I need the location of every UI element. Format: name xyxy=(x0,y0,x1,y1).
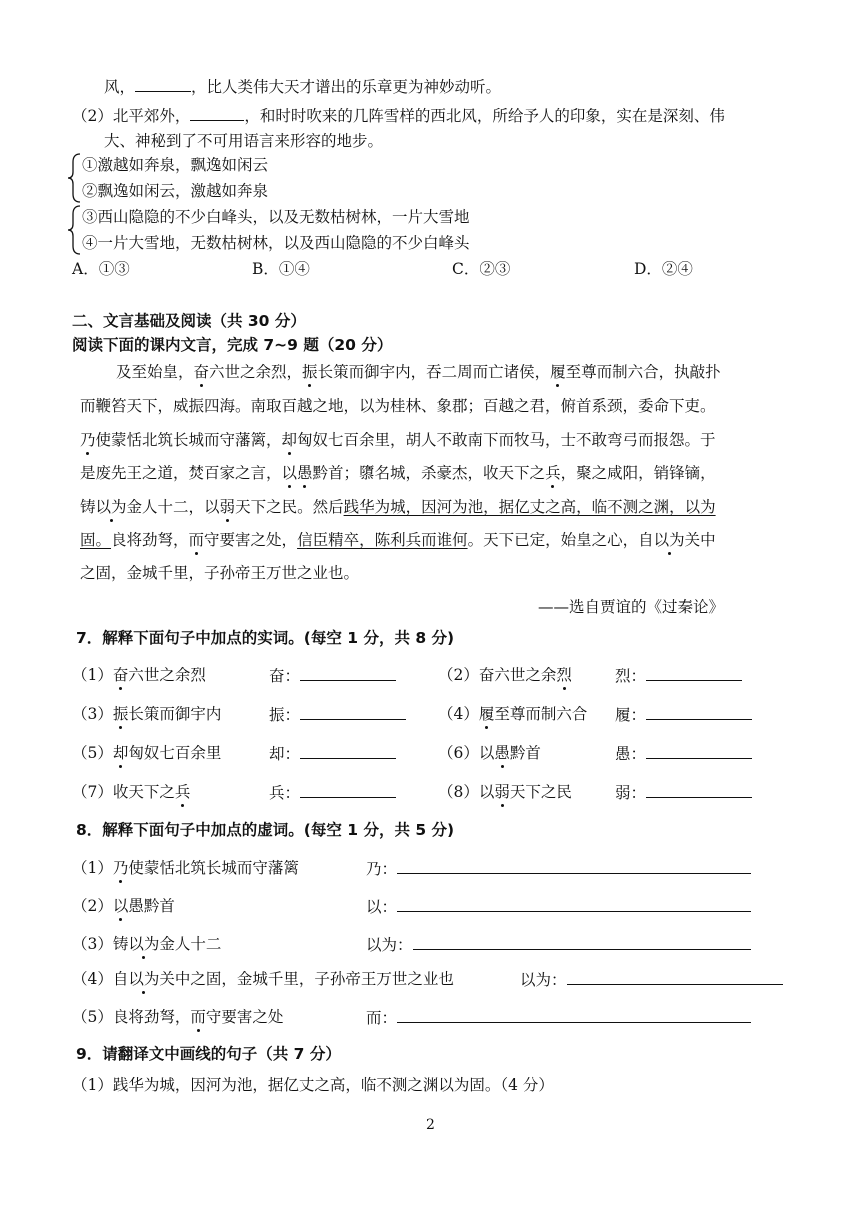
dotted-char: 兵 xyxy=(174,783,191,801)
dotted-char: 兵 xyxy=(545,464,561,482)
text-segment: ，聚之咸阳，销锋镝， xyxy=(560,464,716,482)
page-number: 2 xyxy=(426,1117,435,1133)
text-segment: 六世之余烈 xyxy=(128,666,206,684)
text-segment: 天下之民。然后 xyxy=(235,498,344,516)
q7-item-8 xyxy=(438,782,572,802)
text-segment: 长策而御宇内，吞二周而亡诸侯， xyxy=(317,363,551,381)
dotted-char: 振 xyxy=(302,363,318,381)
dotted-char: 奋 xyxy=(193,363,210,381)
passage-line-4 xyxy=(80,463,716,483)
choice-a[interactable]: A．①③ xyxy=(72,260,130,278)
text-segment: 以 xyxy=(478,744,495,762)
text-segment: （1） xyxy=(72,666,113,684)
dotted-char: 以为 xyxy=(128,935,160,953)
dotted-char: 以 xyxy=(112,897,129,915)
dotted-char: 以 xyxy=(281,464,298,482)
q8-answer-4 xyxy=(520,969,783,990)
q8-answer-2 xyxy=(366,896,751,917)
text-segment: 奋： xyxy=(269,667,301,685)
text-segment: 以为： xyxy=(520,971,567,989)
q8-item-3 xyxy=(72,934,221,954)
q8-item-5 xyxy=(72,1007,283,1027)
q7-answer-7 xyxy=(269,782,396,803)
q8-answer-5 xyxy=(366,1007,751,1028)
passage-source: ——选自贾谊的《过秦论》 xyxy=(538,598,725,616)
text-segment: （4） xyxy=(72,970,113,988)
q7-item-3 xyxy=(72,704,221,724)
dotted-char: 乃 xyxy=(112,859,129,877)
dotted-char: 以为 xyxy=(128,970,160,988)
text-segment: 愚： xyxy=(615,745,647,763)
answer-blank[interactable] xyxy=(646,782,752,798)
text-segment: 却： xyxy=(269,745,301,763)
q7-answer-1 xyxy=(269,665,396,686)
text-segment: （3） xyxy=(72,705,113,723)
dotted-char: 却 xyxy=(112,744,129,762)
text-segment: （7） xyxy=(72,783,113,801)
text-segment: 乃： xyxy=(366,860,398,878)
text-segment: 履： xyxy=(615,706,647,724)
dotted-char: 愚 xyxy=(297,464,313,482)
section-title: 二、文言基础及阅读（共 30 分） xyxy=(72,312,306,330)
q7-item-7 xyxy=(72,782,190,802)
text-segment: 长策而御宇内 xyxy=(128,705,222,723)
section-instruction: 阅读下面的课内文言，完成 7~9 题（20 分） xyxy=(72,336,393,354)
answer-blank[interactable] xyxy=(135,76,191,92)
q7-item-2 xyxy=(438,665,572,685)
q7-answer-5 xyxy=(269,743,396,764)
dotted-char: 以为 xyxy=(653,531,685,549)
text-segment: 良将劲弩， xyxy=(112,1008,191,1026)
answer-blank[interactable] xyxy=(397,896,751,912)
answer-blank[interactable] xyxy=(190,105,244,121)
underlined-sentence: 固。 xyxy=(80,531,112,549)
passage-line-5 xyxy=(80,497,716,517)
q8-answer-1 xyxy=(366,858,751,879)
text-segment: 兵： xyxy=(269,784,301,802)
q8-title: 8．解释下面句子中加点的虚词。(每空 1 分，共 5 分) xyxy=(76,821,455,839)
text-segment: 使蒙恬北筑长城而守藩篱， xyxy=(95,431,282,449)
text-segment: 烈： xyxy=(615,667,647,685)
q7-answer-4 xyxy=(615,704,752,725)
text-segment: （4） xyxy=(438,705,479,723)
q9-title: 9．请翻译文中画线的句子（共 7 分） xyxy=(76,1045,341,1063)
answer-blank[interactable] xyxy=(300,782,396,798)
q7-answer-6 xyxy=(615,743,752,764)
text-segment: 至尊而制六合，执敲扑 xyxy=(565,363,721,381)
passage-line-6 xyxy=(80,530,716,550)
text: 北平郊外， xyxy=(112,107,191,125)
text-segment: 自 xyxy=(112,970,129,988)
dotted-char: 弱 xyxy=(219,498,236,516)
text: 风， xyxy=(104,78,136,96)
text-segment: 守要害之处 xyxy=(205,1008,284,1026)
text-segment: （2） xyxy=(438,666,479,684)
answer-blank[interactable] xyxy=(300,743,396,759)
underlined-sentence: 信臣精卒，陈利兵而谁何 xyxy=(297,531,468,549)
text-segment: 弱： xyxy=(615,784,647,802)
option-2: ②飘逸如闲云，激越如奔泉 xyxy=(82,182,269,200)
text-segment: 良将劲弩， xyxy=(111,531,189,549)
q7-answer-3 xyxy=(269,704,406,725)
text-segment: 至尊而制六合 xyxy=(494,705,588,723)
text-segment: 以： xyxy=(366,898,398,916)
dotted-char: 烈 xyxy=(556,666,572,684)
answer-blank[interactable] xyxy=(646,704,752,720)
q7-item-4 xyxy=(438,704,587,724)
q7-answer-2 xyxy=(615,665,742,686)
text: ，和时时吹来的几阵雪样的西北风，所给予人的印象，实在是深刻、伟 xyxy=(244,107,725,125)
q8-item-1 xyxy=(72,858,299,878)
text-segment: 而： xyxy=(366,1009,398,1027)
q6-line-2 xyxy=(72,105,725,126)
underlined-sentence: 践华为城，因河为池，据亿丈之高，临不测之渊，以为 xyxy=(343,498,716,516)
brace-icon xyxy=(66,204,82,256)
option-3: ③西山隐隐的不少白峰头，以及无数枯树林，一片大雪地 xyxy=(82,208,470,226)
text-segment: 关中 xyxy=(684,531,716,549)
text-segment: 是废先王之道，焚百家之言， xyxy=(80,464,282,482)
answer-blank[interactable] xyxy=(300,665,396,681)
q7-item-5 xyxy=(72,743,221,763)
text-segment: 守要害之处， xyxy=(204,531,298,549)
dotted-char: 乃 xyxy=(80,431,96,449)
choice-b[interactable]: B．①④ xyxy=(252,260,310,278)
q9-item-1: （1）践华为城，因河为池，据亿丈之高，临不测之渊以为固。（4 分） xyxy=(72,1076,554,1094)
text-segment: （3） xyxy=(72,935,113,953)
text-segment: 金人十二 xyxy=(159,935,222,953)
q7-item-6 xyxy=(438,743,541,763)
answer-blank[interactable] xyxy=(646,665,742,681)
text-segment: 愚黔首 xyxy=(128,897,175,915)
dotted-char: 奋 xyxy=(112,666,129,684)
dotted-char: 振 xyxy=(112,705,129,723)
dotted-char: 履 xyxy=(550,363,566,381)
text-segment: 振： xyxy=(269,706,301,724)
text-segment: 以 xyxy=(478,783,495,801)
q8-item-2 xyxy=(72,896,175,916)
brace-icon xyxy=(66,152,82,204)
text-segment: 匈奴七百余里 xyxy=(128,744,222,762)
dotted-char: 以为 xyxy=(95,498,127,516)
text-segment: 六世之余烈， xyxy=(209,363,303,381)
q7-item-1 xyxy=(72,665,206,685)
q8-item-4 xyxy=(72,969,454,989)
item-number: （2） xyxy=(72,107,113,125)
answer-blank[interactable] xyxy=(413,934,751,950)
text-segment: 匈奴七百余里，胡人不敢南下而牧马，士不敢弯弓而报怨。于 xyxy=(297,431,716,449)
choice-c[interactable]: C．②③ xyxy=(452,260,511,278)
option-1: ①激越如奔泉，飘逸如闲云 xyxy=(82,156,269,174)
text-segment: （6） xyxy=(438,744,479,762)
text-segment: 黔首；隳名城，杀豪杰，收天下之 xyxy=(312,464,546,482)
text-segment: 以为： xyxy=(366,936,413,954)
text-segment: （2） xyxy=(72,897,113,915)
text-segment: 收天下之 xyxy=(112,783,175,801)
dotted-char: 弱 xyxy=(494,783,510,801)
text-segment: 铸 xyxy=(80,498,96,516)
text-segment: 奋六世之余 xyxy=(478,666,557,684)
passage-line-7: 之固，金城千里，子孙帝王万世之业也。 xyxy=(80,564,360,582)
passage-line-3 xyxy=(80,430,716,450)
dotted-char: 而 xyxy=(188,531,205,549)
text-segment: （5） xyxy=(72,744,113,762)
answer-blank[interactable] xyxy=(397,858,751,874)
text-segment: 及至始皇， xyxy=(116,363,194,381)
answer-blank[interactable] xyxy=(646,743,752,759)
choice-d[interactable]: D．②④ xyxy=(634,260,693,278)
q7-answer-8 xyxy=(615,782,752,803)
answer-blank[interactable] xyxy=(300,704,406,720)
text-segment: 黔首 xyxy=(509,744,541,762)
q8-answer-3 xyxy=(366,934,751,955)
text-segment: 铸 xyxy=(112,935,129,953)
dotted-char: 而 xyxy=(190,1008,206,1026)
text-segment: 关中之固，金城千里，子孙帝王万世之业也 xyxy=(159,970,454,988)
dotted-char: 履 xyxy=(478,705,495,723)
dotted-char: 愚 xyxy=(494,744,510,762)
q6-line-3: 大、神秘到了不可用语言来形容的地步。 xyxy=(104,132,384,150)
option-4: ④一片大雪地，无数枯树林，以及西山隐隐的不少白峰头 xyxy=(82,234,470,252)
q6-line-1 xyxy=(104,76,501,97)
text-segment: 。天下已定，始皇之心，自 xyxy=(467,531,654,549)
q7-title: 7．解释下面句子中加点的实词。(每空 1 分，共 8 分) xyxy=(76,629,455,647)
text-segment: 使蒙恬北筑长城而守藩篱 xyxy=(128,859,299,877)
text-segment: （1） xyxy=(72,859,113,877)
text-segment: 金人十二，以 xyxy=(126,498,220,516)
answer-blank[interactable] xyxy=(397,1007,751,1023)
text-segment: （8） xyxy=(438,783,479,801)
text-segment: （5） xyxy=(72,1008,113,1026)
text-segment: 天下之民 xyxy=(509,783,572,801)
passage-line-1 xyxy=(116,362,721,382)
text: ，比人类伟大天才谱出的乐章更为神妙动听。 xyxy=(191,78,502,96)
answer-blank[interactable] xyxy=(567,969,783,985)
passage-line-2: 而鞭笞天下，威振四海。南取百越之地，以为桂林、象郡；百越之君，俯首系颈，委命下吏。 xyxy=(80,397,716,415)
dotted-char: 却 xyxy=(281,431,298,449)
